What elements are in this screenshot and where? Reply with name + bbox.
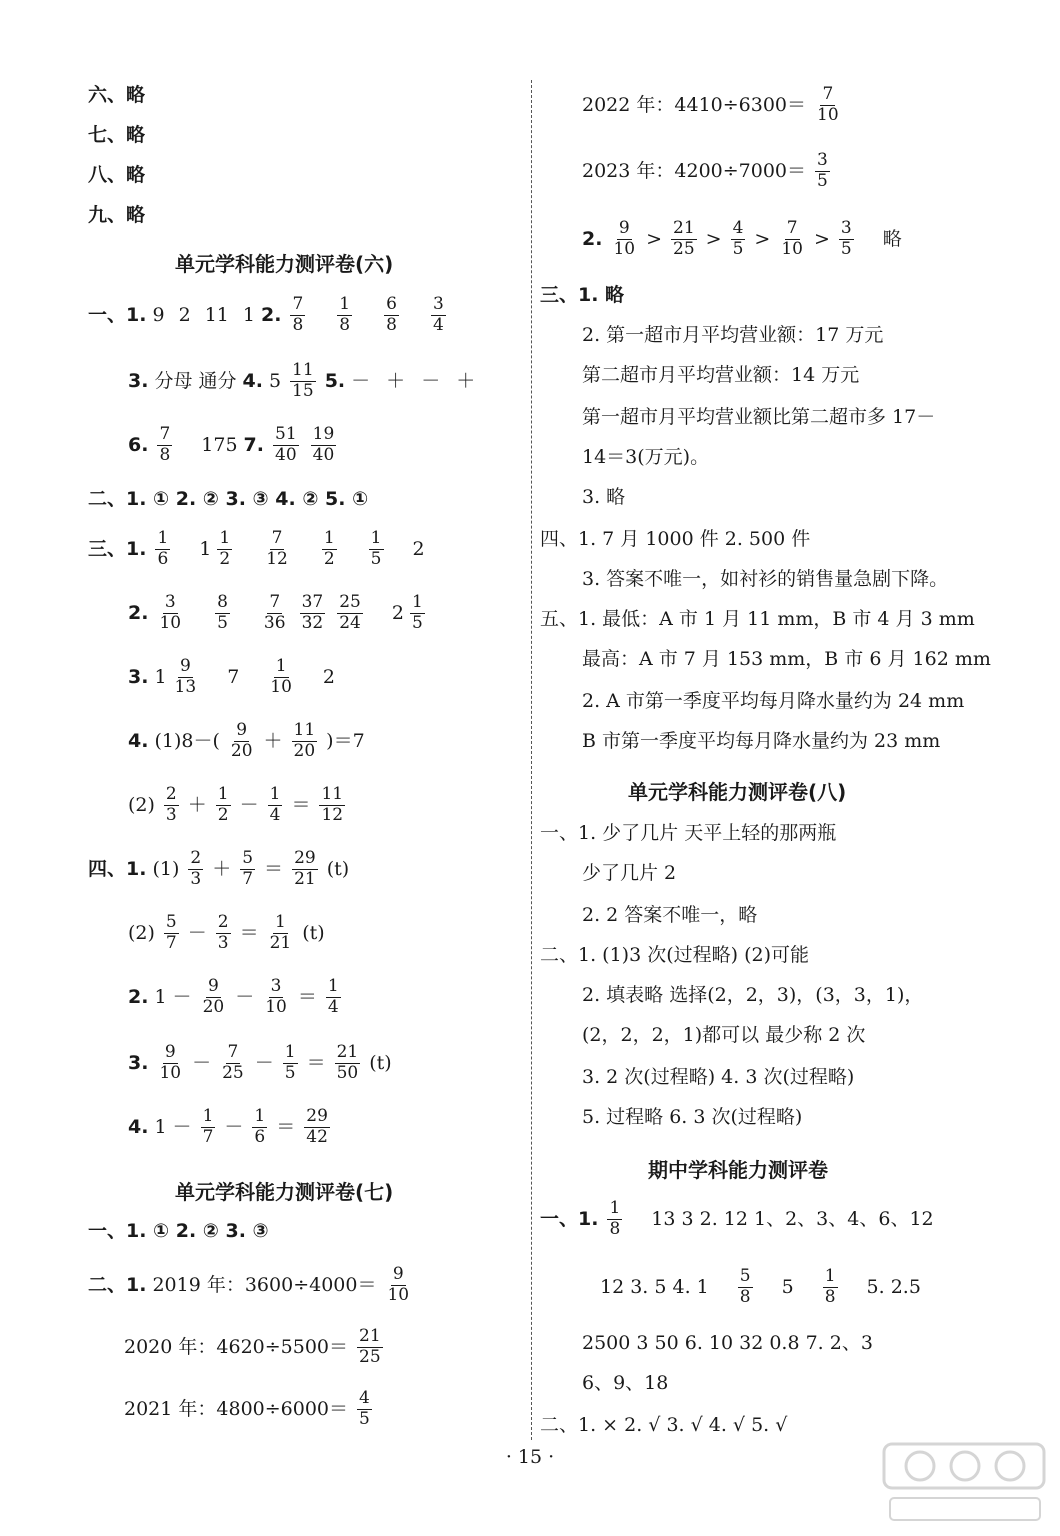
- answer-row: 2. 第一超市月平均营业额：17 万元: [582, 324, 884, 346]
- fraction: $\frac{1}{2}$: [219, 528, 231, 569]
- answer-row: 3. $\frac{9}{10}$ － $\frac{7}{25}$ － $\frac{1}{5}$ ＝ $\frac{21}{50}$ (t): [128, 1042, 392, 1083]
- item-number: 3.: [128, 1051, 149, 1074]
- page-number: · 15 ·: [505, 1446, 555, 1468]
- answer-row: 3. 略: [582, 486, 626, 508]
- answer-row: (2，2，2，1)都可以 最少称 2 次: [582, 1024, 866, 1046]
- answer-text: 略: [882, 227, 902, 250]
- fraction: $\frac{3}{10}$: [265, 976, 287, 1017]
- answer-text: 1: [154, 985, 167, 1008]
- answer-text: 7: [227, 665, 240, 688]
- answer-row: 第一超市月平均营业额比第二超市多 17－: [582, 406, 936, 428]
- answer-text: 2: [322, 665, 336, 688]
- answer-text: 2: [391, 601, 404, 624]
- fraction: $\frac{21}{25}$: [359, 1326, 381, 1367]
- answer-line-8: 八、略: [88, 164, 146, 186]
- unit-text: (t): [369, 1051, 392, 1074]
- answer-row: 2500 3 50 6. 10 32 0.8 7. 2、3: [582, 1332, 873, 1354]
- fraction: $\frac{3}{5}$: [840, 218, 852, 259]
- item-number: 2.: [128, 601, 149, 624]
- fraction: $\frac{3}{10}$: [159, 592, 182, 633]
- item-number: 2.: [261, 303, 282, 326]
- answer-row: 2. 填表略 选择(2，2，3)，(3，3，1)，: [582, 984, 924, 1006]
- answer-row: 五、1. 最低：A 市 1 月 11 mm，B 市 4 月 3 mm: [540, 608, 975, 630]
- answer-text: 5: [268, 369, 282, 392]
- fraction: $\frac{1}{5}$: [284, 1042, 296, 1083]
- item-number: 3.: [128, 369, 149, 392]
- answer-row: [124, 1390, 375, 1429]
- answer-row: [88, 1266, 414, 1305]
- answer-row: 2. $\frac{9}{10}$ > $\frac{21}{25}$ > $\frac{4}{5}$ > $\frac{7}{10}$ > $\frac{3}{5}$ 略: [582, 218, 902, 259]
- unit-text: (t): [302, 921, 325, 944]
- answer-text: 1: [154, 665, 167, 688]
- fraction: $\frac{7}{25}$: [222, 1042, 244, 1083]
- answer-row: 4. 1 － $\frac{1}{7}$ － $\frac{1}{6}$ ＝ $\frac{29}{42}$: [128, 1106, 328, 1147]
- fraction: $\frac{11}{20}$: [293, 720, 316, 761]
- answer-text: 分母 通分: [154, 369, 237, 392]
- fraction: $\frac{21}{50}$: [336, 1042, 359, 1083]
- section-heading-6: 单元学科能力测评卷(六): [175, 252, 394, 276]
- answer-text: 2019 年：3600÷4000＝: [152, 1273, 377, 1296]
- fraction: $\frac{37}{32}$: [301, 592, 324, 633]
- answer-line-6: 六、略: [88, 84, 146, 106]
- fraction: $\frac{1}{2}$: [323, 528, 335, 569]
- item-number: 三、1.: [88, 537, 147, 560]
- item-number: 四、1.: [88, 857, 147, 880]
- answer-text: (2): [128, 793, 155, 816]
- section-heading-8: 单元学科能力测评卷(八): [628, 780, 847, 804]
- answer-row: 第二超市月平均营业额：14 万元: [582, 364, 860, 386]
- item-number: 一、1.: [540, 1207, 599, 1230]
- fraction: $\frac{1}{21}$: [269, 912, 292, 953]
- answer-row: [540, 1200, 934, 1239]
- answer-row: 3. 2 次(过程略) 4. 3 次(过程略): [582, 1066, 855, 1088]
- item-number: 2.: [128, 985, 149, 1008]
- answer-row: 四、1. 7 月 1000 件 2. 500 件: [540, 528, 811, 550]
- fraction: $\frac{7}{36}$: [263, 592, 286, 633]
- fraction: $\frac{29}{42}$: [306, 1106, 328, 1147]
- fraction: $\frac{21}{25}$: [673, 218, 695, 259]
- item-number: 一、1.: [88, 303, 147, 326]
- fraction: $\frac{11}{15}$: [292, 360, 314, 401]
- answer-row: [128, 594, 428, 633]
- fraction: $\frac{9}{10}$: [613, 218, 636, 259]
- item-number: 二、1.: [88, 1273, 147, 1296]
- fraction: $\frac{7}{10}$: [781, 218, 803, 259]
- fraction: $\frac{8}{5}$: [217, 592, 228, 633]
- answer-row: [88, 530, 425, 569]
- answer-text: 13 3 2. 12 1、2、3、4、6、12: [651, 1207, 934, 1230]
- answer-text: 5. 2.5: [866, 1275, 921, 1298]
- answer-text: (1)8－(: [154, 729, 220, 752]
- answer-text: )＝7: [326, 729, 365, 752]
- fraction: $\frac{9}{20}$: [230, 720, 253, 761]
- answer-text: 12 3. 5 4. 1: [600, 1275, 709, 1298]
- answer-text: 5: [781, 1275, 794, 1298]
- fraction: $\frac{51}{40}$: [275, 424, 297, 465]
- item-number: 3.: [128, 665, 149, 688]
- fraction: $\frac{1}{6}$: [254, 1106, 266, 1147]
- answer-row: 2. 1 － $\frac{9}{20}$ － $\frac{3}{10}$ ＝ $\frac{1}{4}$: [128, 976, 339, 1017]
- answer-row: 2. A 市第一季度平均每月降水量约为 24 mm: [582, 690, 965, 712]
- answer-row: 3. 答案不唯一，如衬衫的销售量急剧下降。: [582, 568, 949, 590]
- answer-row: [128, 658, 335, 697]
- answer-row: B 市第一季度平均每月降水量约为 23 mm: [582, 730, 941, 752]
- fraction: $\frac{1}{8}$: [339, 294, 351, 335]
- section-heading-7: 单元学科能力测评卷(七): [175, 1180, 394, 1204]
- fraction: $\frac{3}{4}$: [432, 294, 444, 335]
- fraction: $\frac{1}{2}$: [217, 784, 229, 825]
- answer-row: 6、9、18: [582, 1372, 669, 1394]
- unit-text: (t): [326, 857, 350, 880]
- answer-text: 2020 年：4620÷5500＝: [124, 1335, 349, 1358]
- item-number: 4.: [128, 1115, 149, 1138]
- column-divider: [531, 80, 532, 1440]
- answer-row: [128, 426, 339, 465]
- answer-row: [582, 86, 844, 125]
- answer-text: 1: [154, 1115, 167, 1138]
- fraction: $\frac{1}{8}$: [824, 1266, 836, 1307]
- section-heading-midterm: 期中学科能力测评卷: [648, 1158, 828, 1182]
- fraction: $\frac{1}{4}$: [269, 784, 281, 825]
- answer-text: (2): [128, 921, 155, 944]
- fraction: $\frac{7}{10}$: [817, 84, 839, 125]
- answer-row: 2. 2 答案不唯一，略: [582, 904, 758, 926]
- fraction: $\frac{9}{10}$: [159, 1042, 182, 1083]
- answer-row: 一、1. 少了几片 天平上轻的那两瓶: [540, 822, 837, 844]
- answer-text: 2: [412, 537, 425, 560]
- answer-line-7: 七、略: [88, 124, 146, 146]
- answer-row: [128, 362, 475, 401]
- fraction: $\frac{1}{4}$: [327, 976, 339, 1017]
- answer-row: [582, 152, 833, 191]
- answer-row: [88, 296, 449, 335]
- answer-row: 少了几片 2: [582, 862, 677, 884]
- fraction: $\frac{1}{5}$: [370, 528, 382, 569]
- answer-text: 2022 年：4410÷6300＝: [582, 93, 807, 116]
- watermark-logo: [880, 1438, 1050, 1528]
- answer-row: 14＝3(万元)。: [582, 446, 710, 468]
- fraction: $\frac{6}{8}$: [386, 294, 397, 335]
- fraction: $\frac{19}{40}$: [312, 424, 335, 465]
- fraction: $\frac{7}{8}$: [159, 424, 171, 465]
- fraction: $\frac{2}{3}$: [165, 784, 177, 825]
- answer-row: (2) $\frac{5}{7}$ － $\frac{2}{3}$ ＝ $\frac{1}{21}$ (t): [128, 912, 325, 953]
- fraction: $\frac{7}{8}$: [292, 294, 304, 335]
- item-number: 4.: [242, 369, 263, 392]
- answer-line-9: 九、略: [88, 204, 146, 226]
- answer-row: 4. (1)8－( $\frac{9}{20}$ ＋ $\frac{11}{20}$ )＝7: [128, 720, 365, 761]
- fraction: $\frac{1}{6}$: [157, 528, 169, 569]
- fraction: $\frac{5}{8}$: [739, 1266, 751, 1307]
- item-number: 6.: [128, 433, 149, 456]
- item-number: 5.: [324, 369, 346, 392]
- answer-row: 二、1. × 2. √ 3. √ 4. √ 5. √: [540, 1414, 788, 1436]
- answer-row: 一、1. ① 2. ② 3. ③: [88, 1220, 269, 1242]
- answer-row: [600, 1268, 921, 1307]
- answer-row: [124, 1328, 386, 1367]
- answer-row: 四、1. (1) $\frac{2}{3}$ ＋ $\frac{5}{7}$ ＝ $\frac{29}{21}$ (t): [88, 848, 350, 889]
- fraction: $\frac{11}{12}$: [321, 784, 344, 825]
- fraction: $\frac{2}{3}$: [190, 848, 202, 889]
- answer-text: 2021 年：4800÷6000＝: [124, 1397, 349, 1420]
- fraction: $\frac{1}{5}$: [411, 592, 423, 633]
- fraction: $\frac{29}{21}$: [294, 848, 316, 889]
- answer-text: 2023 年：4200÷7000＝: [582, 159, 807, 182]
- answer-text: 1: [199, 537, 212, 560]
- fraction: $\frac{4}{5}$: [732, 218, 744, 259]
- item-number: 2.: [582, 227, 603, 250]
- fraction: $\frac{9}{13}$: [174, 656, 197, 697]
- fraction: $\frac{1}{7}$: [202, 1106, 214, 1147]
- answer-row: 三、1. 略: [540, 284, 625, 306]
- fraction: $\frac{4}{5}$: [359, 1388, 370, 1429]
- fraction: $\frac{3}{5}$: [817, 150, 828, 191]
- fraction: $\frac{9}{20}$: [202, 976, 225, 1017]
- answer-row: (2) $\frac{2}{3}$ ＋ $\frac{1}{2}$ － $\frac{1}{4}$ ＝ $\frac{11}{12}$: [128, 784, 344, 825]
- fraction: $\frac{1}{10}$: [270, 656, 292, 697]
- fraction: $\frac{5}{7}$: [165, 912, 177, 953]
- answer-row: 5. 过程略 6. 3 次(过程略): [582, 1106, 803, 1128]
- fraction: $\frac{7}{12}$: [266, 528, 288, 569]
- answer-values: 9 2 11 1: [152, 303, 256, 326]
- answer-text: (1): [152, 857, 180, 880]
- answer-row: 最高：A 市 7 月 153 mm，B 市 6 月 162 mm: [582, 648, 991, 670]
- answer-text: － ＋ － ＋: [351, 369, 476, 392]
- fraction: $\frac{9}{10}$: [387, 1264, 410, 1305]
- item-number: 7.: [243, 433, 264, 456]
- answer-text: 175: [201, 433, 238, 456]
- fraction: $\frac{25}{24}$: [339, 592, 361, 633]
- answer-row: 二、1. ① 2. ② 3. ③ 4. ② 5. ①: [88, 488, 369, 510]
- fraction: $\frac{5}{7}$: [242, 848, 254, 889]
- fraction: $\frac{2}{3}$: [217, 912, 229, 953]
- item-number: 4.: [128, 729, 149, 752]
- fraction: $\frac{1}{8}$: [609, 1198, 621, 1239]
- answer-row: 二、1. (1)3 次(过程略) (2)可能: [540, 944, 809, 966]
